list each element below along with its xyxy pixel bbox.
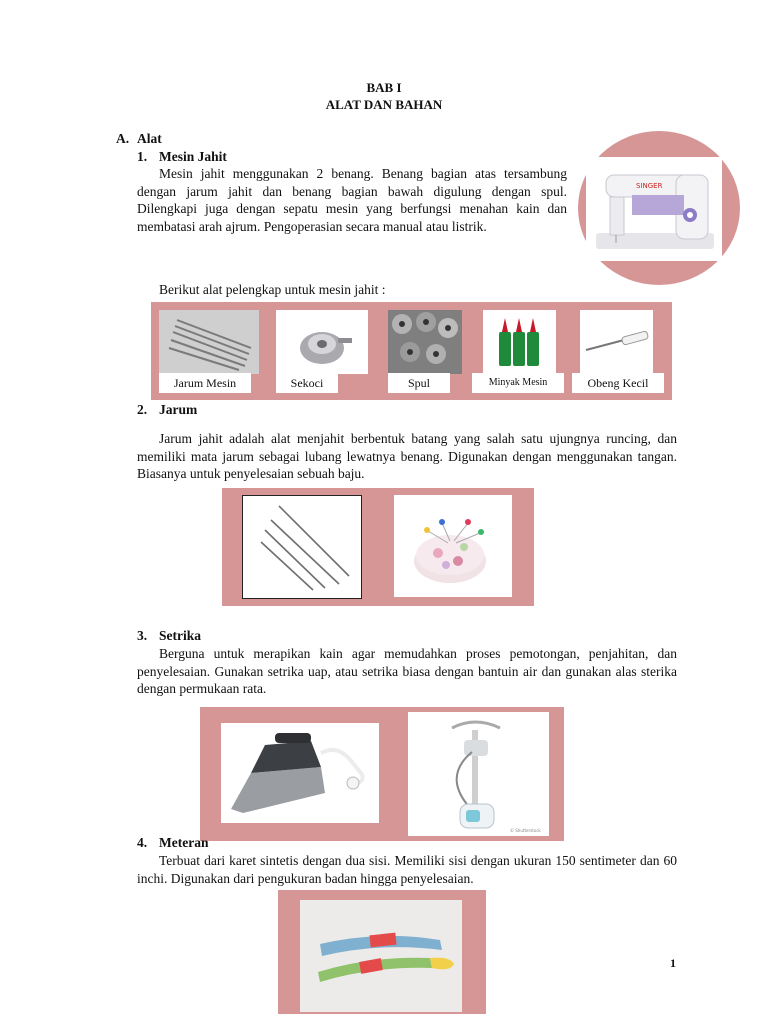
tape-measure-image <box>300 900 462 1012</box>
label-machine-oil: Minyak Mesin <box>472 373 564 393</box>
chapter-number: BAB I <box>366 80 402 95</box>
item-1-paragraph: Mesin jahit menggunakan 2 benang. Benang bagian atas tersambung dengan jarum jahit dan benang bagian bawah digulung dengan spul. Dilengkapi juga dengan sepatu mesin yang berfungsi menahan kain dan membatasi arah ajrum. Pengoperasian secara manual atau listrik. <box>137 166 567 234</box>
accessories-intro: Berikut alat pelengkap untuk mesin jahit : <box>159 282 386 297</box>
label-bobbin-case: Sekoci <box>276 373 338 393</box>
label-small-screwdriver: Obeng Kecil <box>572 373 664 393</box>
svg-text:© Shutterstock: © Shutterstock <box>510 828 541 833</box>
item-3-paragraph: Berguna untuk merapikan kain agar memudahkan proses pemotongan, penjahitan, dan penyelesaian. Gunakan setrika uap, atau setrika biasa dengan bantuin air dan gunakan alas sterika dengan permukaan rata. <box>137 646 677 697</box>
pin-cushion-image <box>394 495 512 597</box>
section-label: A. <box>116 131 130 146</box>
item-3-name: Setrika <box>159 628 201 643</box>
item-2-number: 2. <box>137 402 148 417</box>
item-3-number: 3. <box>137 628 148 643</box>
label-bobbins: Spul <box>388 373 450 393</box>
bobbins-image <box>388 310 462 374</box>
garment-steamer-image <box>408 712 549 836</box>
sewing-machine-frame <box>578 131 740 285</box>
page-number: 1 <box>670 956 676 970</box>
chapter-title: ALAT DAN BAHAN <box>325 97 443 112</box>
sewing-machine-image <box>586 157 722 261</box>
item-4-name: Meteran <box>159 835 209 850</box>
bobbin-case-image <box>276 310 368 374</box>
item-4-paragraph: Terbuat dari karet sintetis dengan dua sisi. Memiliki sisi dengan ukuran 150 sentimeter dan 60 inchi. Digunakan dari pengukuran badan hingga penyelesaian. <box>137 853 677 886</box>
item-2-name: Jarum <box>159 402 198 417</box>
small-screwdriver-image <box>580 310 653 374</box>
item-4-number: 4. <box>137 835 148 850</box>
section-name: Alat <box>137 131 162 146</box>
item-1-name: Mesin Jahit <box>159 149 227 164</box>
item-2-paragraph: Jarum jahit adalah alat menjahit berbentuk batang yang salah satu ujungnya runcing, dan memiliki mata jarum sebagai lubang lewatnya benang. Digunakan dengan menggunakan tangan. Biasanya untuk penyelesaian sebuah baju. <box>137 431 677 482</box>
item-1-number: 1. <box>137 149 148 164</box>
svg-text:SINGER: SINGER <box>636 182 663 190</box>
machine-needles-image <box>159 310 259 374</box>
hand-needles-image <box>242 495 362 599</box>
label-machine-needles: Jarum Mesin <box>159 373 251 393</box>
iron-image <box>221 723 379 823</box>
machine-oil-image <box>483 310 556 374</box>
